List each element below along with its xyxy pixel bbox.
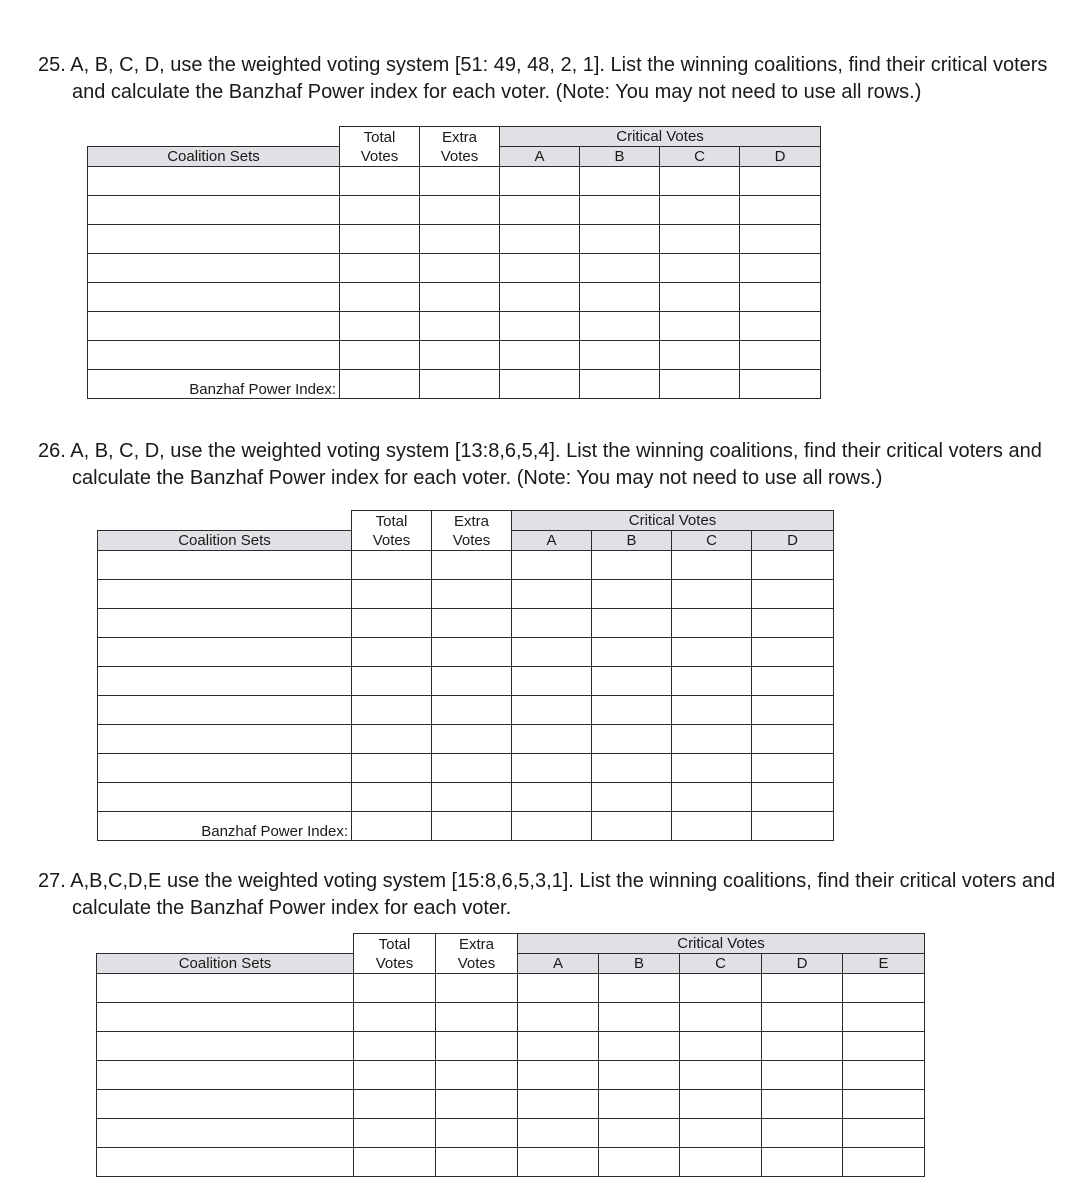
- answer-cell[interactable]: [660, 225, 740, 254]
- answer-cell[interactable]: [752, 812, 834, 841]
- answer-cell[interactable]: [512, 667, 592, 696]
- problem-27-line1: 27. A,B,C,D,E use the weighted voting system [15:8,6,5,3,1]. List the winning coalitions, find their critical voters and: [38, 870, 1056, 892]
- answer-cell[interactable]: [660, 254, 740, 283]
- answer-cell[interactable]: [752, 783, 834, 812]
- answer-cell[interactable]: [354, 974, 436, 1003]
- table-row: [98, 609, 834, 638]
- answer-cell[interactable]: [352, 725, 432, 754]
- answer-cell[interactable]: [420, 370, 500, 399]
- problem-27-line2: calculate the Banzhaf Power index for each voter.: [72, 897, 512, 919]
- answer-cell[interactable]: [843, 1061, 925, 1090]
- answer-cell[interactable]: [672, 783, 752, 812]
- answer-cell[interactable]: [740, 225, 821, 254]
- answer-cell[interactable]: [432, 754, 512, 783]
- answer-cell[interactable]: [740, 196, 821, 225]
- extra-header-top: Extra: [420, 127, 500, 147]
- coalition-cell[interactable]: [97, 974, 354, 1003]
- voter-header-d: D: [740, 147, 821, 167]
- coalition-sets-header: Coalition Sets: [88, 147, 340, 167]
- banzhaf-label: Banzhaf Power Index:: [98, 812, 352, 841]
- extra-header-top: Extra: [432, 511, 512, 531]
- answer-cell[interactable]: [680, 1032, 762, 1061]
- voter-header-c: C: [680, 954, 762, 974]
- table-row: [98, 667, 834, 696]
- answer-cell[interactable]: [432, 725, 512, 754]
- problem-26-text: [38, 438, 1042, 492]
- extra-header-bottom: Votes: [420, 147, 500, 167]
- answer-cell[interactable]: [432, 812, 512, 841]
- answer-cell[interactable]: [354, 1032, 436, 1061]
- voter-header-a: A: [512, 531, 592, 551]
- answer-cell[interactable]: [340, 196, 420, 225]
- voter-header-a: A: [518, 954, 599, 974]
- answer-cell[interactable]: [740, 167, 821, 196]
- answer-cell[interactable]: [432, 667, 512, 696]
- answer-cell[interactable]: [580, 370, 660, 399]
- answer-cell[interactable]: [512, 812, 592, 841]
- answer-cell[interactable]: [580, 167, 660, 196]
- answer-cell[interactable]: [672, 667, 752, 696]
- answer-cell[interactable]: [512, 725, 592, 754]
- answer-cell[interactable]: [512, 609, 592, 638]
- answer-cell[interactable]: [680, 1148, 762, 1177]
- answer-cell[interactable]: [843, 1090, 925, 1119]
- answer-cell[interactable]: [354, 1119, 436, 1148]
- answer-cell[interactable]: [420, 225, 500, 254]
- answer-cell[interactable]: [420, 283, 500, 312]
- extra-header-bottom: Votes: [432, 531, 512, 551]
- answer-cell[interactable]: [340, 283, 420, 312]
- extra-header-top: Extra: [436, 934, 518, 954]
- table-row: [98, 580, 834, 609]
- coalition-cell[interactable]: [98, 725, 352, 754]
- answer-cell[interactable]: [762, 1032, 843, 1061]
- coalition-cell[interactable]: [98, 551, 352, 580]
- voter-header-b: B: [580, 147, 660, 167]
- problem-25-line2: and calculate the Banzhaf Power index for each voter. (Note: You may not need to use all rows.): [72, 81, 922, 103]
- answer-cell[interactable]: [340, 167, 420, 196]
- answer-cell[interactable]: [432, 638, 512, 667]
- table-row: [88, 167, 821, 196]
- table-row: [97, 1032, 925, 1061]
- answer-cell[interactable]: [752, 638, 834, 667]
- answer-cell[interactable]: [352, 667, 432, 696]
- answer-cell[interactable]: [518, 974, 599, 1003]
- answer-cell[interactable]: [752, 609, 834, 638]
- table-row: [98, 783, 834, 812]
- banzhaf-label: Banzhaf Power Index:: [88, 370, 340, 399]
- coalition-cell[interactable]: [98, 580, 352, 609]
- answer-cell[interactable]: [843, 1032, 925, 1061]
- answer-cell[interactable]: [500, 370, 580, 399]
- answer-cell[interactable]: [660, 341, 740, 370]
- answer-cell[interactable]: [436, 1032, 518, 1061]
- answer-cell[interactable]: [354, 1061, 436, 1090]
- answer-cell[interactable]: [740, 254, 821, 283]
- coalition-cell[interactable]: [88, 196, 340, 225]
- coalition-cell[interactable]: [88, 225, 340, 254]
- answer-cell[interactable]: [762, 1003, 843, 1032]
- answer-cell[interactable]: [580, 254, 660, 283]
- answer-cell[interactable]: [752, 580, 834, 609]
- answer-cell[interactable]: [762, 1119, 843, 1148]
- voter-header-e: E: [843, 954, 925, 974]
- answer-cell[interactable]: [592, 696, 672, 725]
- answer-cell[interactable]: [352, 638, 432, 667]
- extra-header-bottom: Votes: [436, 954, 518, 974]
- voter-header-c: C: [660, 147, 740, 167]
- answer-cell[interactable]: [500, 254, 580, 283]
- voter-header-b: B: [599, 954, 680, 974]
- table-row: [97, 974, 925, 1003]
- answer-cell[interactable]: [843, 1148, 925, 1177]
- answer-cell[interactable]: [352, 812, 432, 841]
- answer-cell[interactable]: [432, 609, 512, 638]
- coalition-cell[interactable]: [97, 1032, 354, 1061]
- answer-cell[interactable]: [599, 1090, 680, 1119]
- answer-cell[interactable]: [352, 609, 432, 638]
- problem-27-table: [96, 933, 925, 1177]
- answer-cell[interactable]: [518, 1061, 599, 1090]
- answer-cell[interactable]: [660, 283, 740, 312]
- answer-cell[interactable]: [432, 551, 512, 580]
- answer-cell[interactable]: [352, 551, 432, 580]
- answer-cell[interactable]: [512, 638, 592, 667]
- answer-cell[interactable]: [354, 1148, 436, 1177]
- table-row: [98, 696, 834, 725]
- coalition-cell[interactable]: [88, 167, 340, 196]
- answer-cell[interactable]: [500, 167, 580, 196]
- total-header-top: Total: [352, 511, 432, 531]
- answer-cell[interactable]: [500, 312, 580, 341]
- answer-cell[interactable]: [518, 1003, 599, 1032]
- answer-cell[interactable]: [436, 1119, 518, 1148]
- total-header-bottom: Votes: [340, 147, 420, 167]
- answer-cell[interactable]: [340, 370, 420, 399]
- answer-cell[interactable]: [592, 609, 672, 638]
- answer-cell[interactable]: [672, 638, 752, 667]
- answer-cell[interactable]: [436, 1061, 518, 1090]
- answer-cell[interactable]: [518, 1148, 599, 1177]
- answer-cell[interactable]: [592, 580, 672, 609]
- voter-header-d: D: [752, 531, 834, 551]
- problem-25-table: [87, 126, 821, 399]
- coalition-cell[interactable]: [97, 1003, 354, 1032]
- coalition-cell[interactable]: [97, 1119, 354, 1148]
- answer-cell[interactable]: [340, 312, 420, 341]
- table-row: [97, 1003, 925, 1032]
- answer-cell[interactable]: [592, 754, 672, 783]
- answer-cell[interactable]: [580, 283, 660, 312]
- answer-cell[interactable]: [512, 754, 592, 783]
- answer-cell[interactable]: [518, 1032, 599, 1061]
- answer-cell[interactable]: [672, 754, 752, 783]
- coalition-cell[interactable]: [97, 1061, 354, 1090]
- coalition-cell[interactable]: [98, 638, 352, 667]
- answer-cell[interactable]: [512, 551, 592, 580]
- critical-votes-header: Critical Votes: [512, 511, 834, 531]
- answer-cell[interactable]: [592, 638, 672, 667]
- answer-cell[interactable]: [843, 1003, 925, 1032]
- table-row: [88, 225, 821, 254]
- coalition-sets-header: Coalition Sets: [97, 954, 354, 974]
- answer-cell[interactable]: [762, 1148, 843, 1177]
- answer-cell[interactable]: [436, 1090, 518, 1119]
- answer-cell[interactable]: [740, 283, 821, 312]
- voter-header-d: D: [762, 954, 843, 974]
- voter-header-b: B: [592, 531, 672, 551]
- answer-cell[interactable]: [500, 283, 580, 312]
- coalition-cell[interactable]: [98, 754, 352, 783]
- table-row: [98, 551, 834, 580]
- answer-cell[interactable]: [352, 580, 432, 609]
- answer-cell[interactable]: [512, 580, 592, 609]
- answer-cell[interactable]: [592, 667, 672, 696]
- answer-cell[interactable]: [660, 370, 740, 399]
- voter-header-c: C: [672, 531, 752, 551]
- answer-cell[interactable]: [680, 1090, 762, 1119]
- answer-cell[interactable]: [599, 1148, 680, 1177]
- coalition-cell[interactable]: [88, 283, 340, 312]
- coalition-cell[interactable]: [98, 783, 352, 812]
- total-header-bottom: Votes: [352, 531, 432, 551]
- answer-cell[interactable]: [352, 783, 432, 812]
- banzhaf-row: [88, 370, 821, 399]
- banzhaf-row: [98, 812, 834, 841]
- coalition-cell[interactable]: [97, 1148, 354, 1177]
- answer-cell[interactable]: [432, 783, 512, 812]
- answer-cell[interactable]: [512, 783, 592, 812]
- coalition-cell[interactable]: [88, 254, 340, 283]
- answer-cell[interactable]: [420, 312, 500, 341]
- answer-cell[interactable]: [518, 1119, 599, 1148]
- answer-cell[interactable]: [680, 974, 762, 1003]
- table-row: [97, 1119, 925, 1148]
- problem-26-table: [97, 510, 834, 841]
- coalition-cell[interactable]: [88, 312, 340, 341]
- answer-cell[interactable]: [436, 1148, 518, 1177]
- coalition-cell[interactable]: [97, 1090, 354, 1119]
- answer-cell[interactable]: [672, 725, 752, 754]
- answer-cell[interactable]: [592, 551, 672, 580]
- answer-cell[interactable]: [660, 312, 740, 341]
- answer-cell[interactable]: [672, 812, 752, 841]
- answer-cell[interactable]: [599, 1061, 680, 1090]
- voter-header-a: A: [500, 147, 580, 167]
- table-row: [97, 1090, 925, 1119]
- answer-cell[interactable]: [599, 1032, 680, 1061]
- table-row: [88, 283, 821, 312]
- answer-cell[interactable]: [762, 1090, 843, 1119]
- coalition-cell[interactable]: [98, 696, 352, 725]
- answer-cell[interactable]: [432, 696, 512, 725]
- answer-cell[interactable]: [752, 696, 834, 725]
- answer-cell[interactable]: [352, 696, 432, 725]
- answer-cell[interactable]: [436, 974, 518, 1003]
- answer-cell[interactable]: [843, 974, 925, 1003]
- answer-cell[interactable]: [680, 1003, 762, 1032]
- answer-cell[interactable]: [432, 580, 512, 609]
- problem-27-text: [38, 868, 1055, 922]
- table-row: [88, 196, 821, 225]
- answer-cell[interactable]: [660, 167, 740, 196]
- problem-26-line2: calculate the Banzhaf Power index for each voter. (Note: You may not need to use all rows.): [72, 467, 883, 489]
- answer-cell[interactable]: [672, 551, 752, 580]
- answer-cell[interactable]: [672, 580, 752, 609]
- problem-26-line1: 26. A, B, C, D, use the weighted voting system [13:8,6,5,4]. List the winning coalitions, find their critical voters and: [38, 440, 1042, 462]
- answer-cell[interactable]: [580, 196, 660, 225]
- answer-cell[interactable]: [352, 754, 432, 783]
- answer-cell[interactable]: [592, 725, 672, 754]
- problem-25-text: [38, 52, 1047, 106]
- answer-cell[interactable]: [354, 1003, 436, 1032]
- total-header-top: Total: [340, 127, 420, 147]
- table-row: [98, 754, 834, 783]
- answer-cell[interactable]: [500, 196, 580, 225]
- answer-cell[interactable]: [752, 667, 834, 696]
- answer-cell[interactable]: [500, 225, 580, 254]
- answer-cell[interactable]: [592, 812, 672, 841]
- answer-cell[interactable]: [420, 196, 500, 225]
- answer-cell[interactable]: [500, 341, 580, 370]
- answer-cell[interactable]: [740, 370, 821, 399]
- answer-cell[interactable]: [680, 1061, 762, 1090]
- answer-cell[interactable]: [752, 551, 834, 580]
- answer-cell[interactable]: [420, 254, 500, 283]
- answer-cell[interactable]: [340, 254, 420, 283]
- table-row: [88, 312, 821, 341]
- answer-cell[interactable]: [420, 341, 500, 370]
- answer-cell[interactable]: [580, 312, 660, 341]
- answer-cell[interactable]: [752, 725, 834, 754]
- answer-cell[interactable]: [512, 696, 592, 725]
- table-row: [98, 725, 834, 754]
- answer-cell[interactable]: [660, 196, 740, 225]
- answer-cell[interactable]: [340, 341, 420, 370]
- table-row: [97, 1061, 925, 1090]
- coalition-cell[interactable]: [88, 341, 340, 370]
- answer-cell[interactable]: [340, 225, 420, 254]
- answer-cell[interactable]: [599, 1003, 680, 1032]
- answer-cell[interactable]: [592, 783, 672, 812]
- total-header-bottom: Votes: [354, 954, 436, 974]
- answer-cell[interactable]: [762, 974, 843, 1003]
- answer-cell[interactable]: [580, 341, 660, 370]
- coalition-sets-header: Coalition Sets: [98, 531, 352, 551]
- answer-cell[interactable]: [672, 609, 752, 638]
- answer-cell[interactable]: [436, 1003, 518, 1032]
- answer-cell[interactable]: [672, 696, 752, 725]
- table-row: [97, 1148, 925, 1177]
- answer-cell[interactable]: [762, 1061, 843, 1090]
- answer-cell[interactable]: [740, 341, 821, 370]
- answer-cell[interactable]: [599, 974, 680, 1003]
- answer-cell[interactable]: [354, 1090, 436, 1119]
- table-row: [88, 254, 821, 283]
- answer-cell[interactable]: [843, 1119, 925, 1148]
- answer-cell[interactable]: [518, 1090, 599, 1119]
- answer-cell[interactable]: [752, 754, 834, 783]
- total-header-top: Total: [354, 934, 436, 954]
- answer-cell[interactable]: [680, 1119, 762, 1148]
- coalition-cell[interactable]: [98, 609, 352, 638]
- critical-votes-header: Critical Votes: [500, 127, 821, 147]
- table-row: [88, 341, 821, 370]
- answer-cell[interactable]: [420, 167, 500, 196]
- answer-cell[interactable]: [599, 1119, 680, 1148]
- critical-votes-header: Critical Votes: [518, 934, 925, 954]
- table-row: [98, 638, 834, 667]
- answer-cell[interactable]: [580, 225, 660, 254]
- coalition-cell[interactable]: [98, 667, 352, 696]
- problem-25-line1: 25. A, B, C, D, use the weighted voting system [51: 49, 48, 2, 1]. List the winning coalitions, find their critical voters: [38, 54, 1048, 76]
- answer-cell[interactable]: [740, 312, 821, 341]
